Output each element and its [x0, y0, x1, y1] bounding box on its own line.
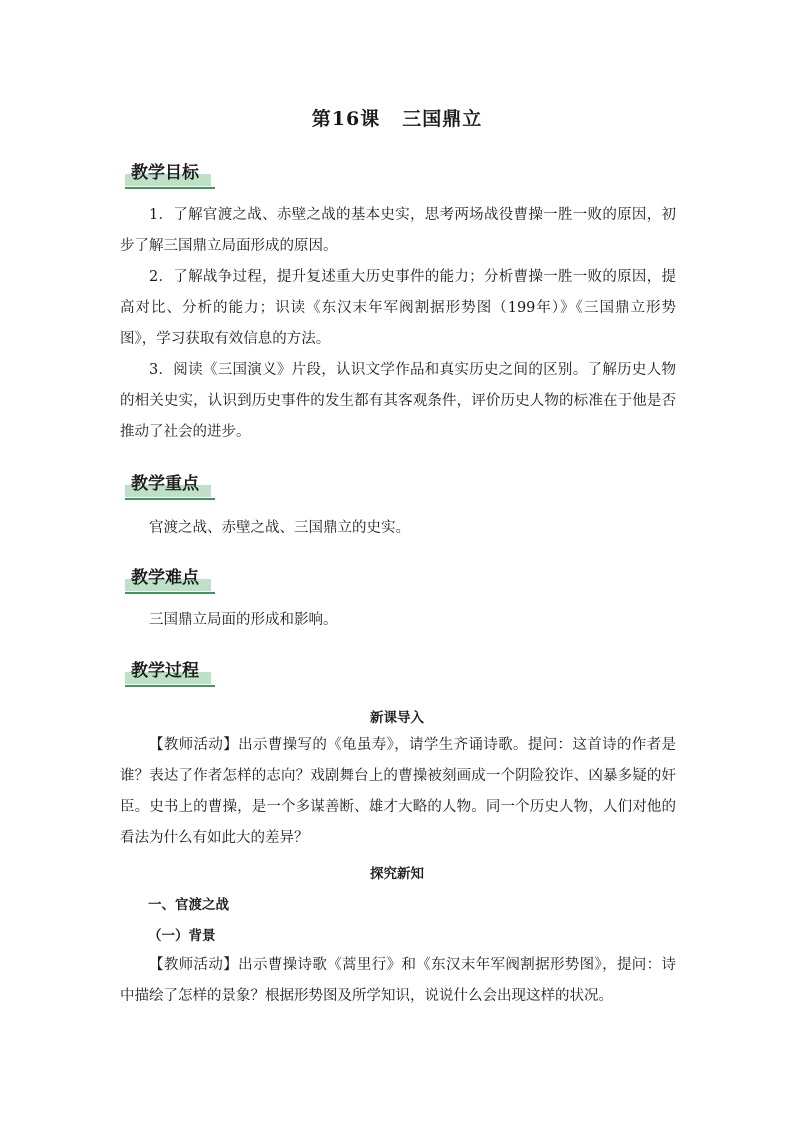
lesson-number: 第16课	[311, 108, 381, 130]
section-heading-objectives: 教学目标	[125, 160, 205, 186]
objective-item-3: 3．阅读《三国演义》片段，认识文学作品和真实历史之间的区别。了解历史人物的相关史实，认识到历史事件的发生都有其客观条件，评价历史人物的标准在于他是否推动了社会的进步。	[120, 362, 676, 440]
part1-text: 【教师活动】出示曹操诗歌《蒿里行》和《东汉末年军阀割据形势图》，提问：诗中描绘了怎样的景象？根据形势图及所学知识，说说什么会出现这样的状况。	[120, 957, 676, 1004]
part1-subheading: （一）背景	[148, 928, 216, 944]
part1-heading: 一、官渡之战	[148, 897, 229, 913]
section-heading-key-points: 教学重点	[125, 471, 205, 497]
lesson-title	[0, 104, 794, 131]
difficulties-text: 三国鼎立局面的形成和影响。	[149, 612, 338, 628]
key-points-text: 官渡之战、赤壁之战、三国鼎立的史实。	[149, 520, 410, 536]
objective-item-2: 2．了解战争过程，提升复述重大历史事件的能力；分析曹操一胜一败的原因，提高对比、分析的能力；识读《东汉末年军阀割据形势图（199年）》《三国鼎立形势图》，学习获取有效信息的方法。	[120, 269, 676, 347]
section-heading-process: 教学过程	[125, 658, 205, 684]
intro-text: 【教师活动】出示曹操写的《龟虽寿》，请学生齐诵诗歌。提问：这首诗的作者是谁？表达了作者怎样的志向？戏剧舞台上的曹操被刻画成一个阴险狡诈、凶暴多疑的奸臣。史书上的曹操，是一个多谋善断、雄才大略的人物。同一个历史人物，人们对他的看法为什么有如此大的差异？	[120, 737, 676, 846]
lesson-topic: 三国鼎立	[402, 108, 483, 130]
intro-title: 新课导入	[370, 710, 424, 726]
section-heading-difficulties: 教学难点	[125, 565, 205, 591]
explore-title: 探究新知	[370, 866, 424, 882]
objective-item-1: 1．了解官渡之战、赤壁之战的基本史实，思考两场战役曹操一胜一败的原因，初步了解三国鼎立局面形成的原因。	[120, 207, 676, 254]
